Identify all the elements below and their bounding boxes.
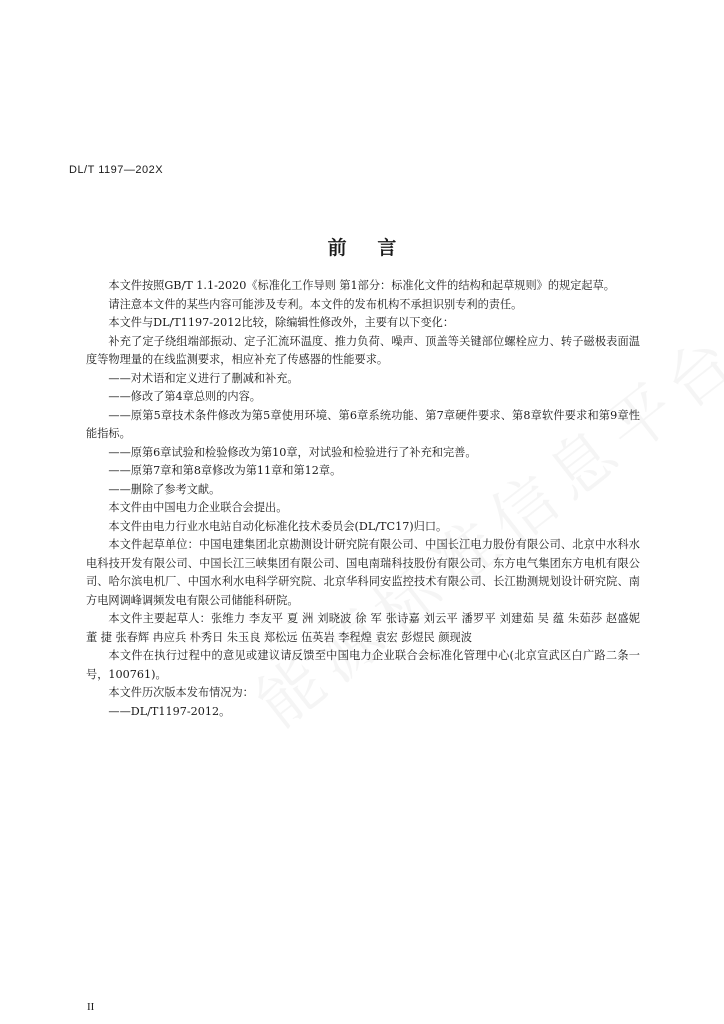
title-char-2: 言 bbox=[377, 237, 397, 259]
change-item-references: ——删除了参考文献。 bbox=[108, 482, 221, 496]
paragraph-feedback: 本文件在执行过程中的意见或建议请反馈至中国电力企业联合会标准化管理中心(北京宣武区白广路二条一号，100761)。 bbox=[86, 649, 640, 681]
page-number: II bbox=[87, 1001, 95, 1013]
title-char-1: 前 bbox=[327, 237, 347, 259]
paragraph-drafting-units: 本文件起草单位：中国电建集团北京勘测设计研究院有限公司、中国长江电力股份有限公司、北京中水科水电科技开发有限公司、中国长江三峡集团有限公司、国电南瑞科技股份有限公司、东方电气集团东方电机有限公司、哈尔滨电机厂、中国水利水电科学研究院、北京华科同安监控技术有限公司、长江勘测规划设计研究院、南方电网调峰调频发电有限公司储能科研院。 bbox=[86, 538, 640, 607]
paragraph-committee: 本文件由电力行业水电站自动化标准化技术委员会(DL/TC17)归口。 bbox=[108, 519, 448, 533]
change-item-terms: ——对术语和定义进行了删减和补充。 bbox=[108, 371, 299, 385]
paragraph-drafters: 本文件主要起草人：张维力 李友平 夏 洲 刘晓波 徐 军 张诗嘉 刘云平 潘罗平 刘建茹 吴 蕴 朱茹莎 赵盛妮 董 捷 张春辉 冉应兵 朴秀日 朱玉良 郑松远 伍英岩 李程煌 袁宏 彭煜民 颜现波 bbox=[86, 612, 640, 644]
history-item: ——DL/T1197-2012。 bbox=[108, 704, 231, 718]
foreword-body bbox=[86, 277, 640, 721]
paragraph-patent-notice: 请注意本文件的某些内容可能涉及专利。本文件的发布机构不承担识别专利的责任。 bbox=[108, 297, 523, 311]
paragraph-proposer: 本文件由中国电力企业联合会提出。 bbox=[108, 501, 288, 514]
change-item-chapter7-8: ——原第7章和第8章修改为第11章和第12章。 bbox=[108, 464, 342, 477]
page-title bbox=[0, 233, 724, 260]
change-item-chapter6: ——原第6章试验和检验修改为第10章，对试验和检验进行了补充和完善。 bbox=[108, 445, 477, 459]
paragraph-history: 本文件历次版本发布情况为： bbox=[108, 686, 254, 699]
paragraph-drafting-rule: 本文件按照GB/T 1.1-2020《标准化工作导则 第1部分：标准化文件的结构和起草规则》的规定起草。 bbox=[108, 279, 615, 292]
standard-code: DL/T 1197—202X bbox=[69, 164, 164, 176]
change-item-chapter4: ——修改了第4章总则的内容。 bbox=[108, 390, 261, 403]
paragraph-supplement: 补充了定子绕组端部振动、定子汇流环温度、推力负荷、噪声、顶盖等关键部位螺栓应力、转子磁极表面温度等物理量的在线监测要求，相应补充了传感器的性能要求。 bbox=[86, 334, 640, 366]
change-item-chapter5: ——原第5章技术条件修改为第5章使用环境、第6章系统功能、第7章硬件要求、第8章软件要求和第9章性能指标。 bbox=[86, 408, 640, 440]
paragraph-comparison: 本文件与DL/T1197-2012比较，除编辑性修改外，主要有以下变化： bbox=[108, 316, 455, 329]
